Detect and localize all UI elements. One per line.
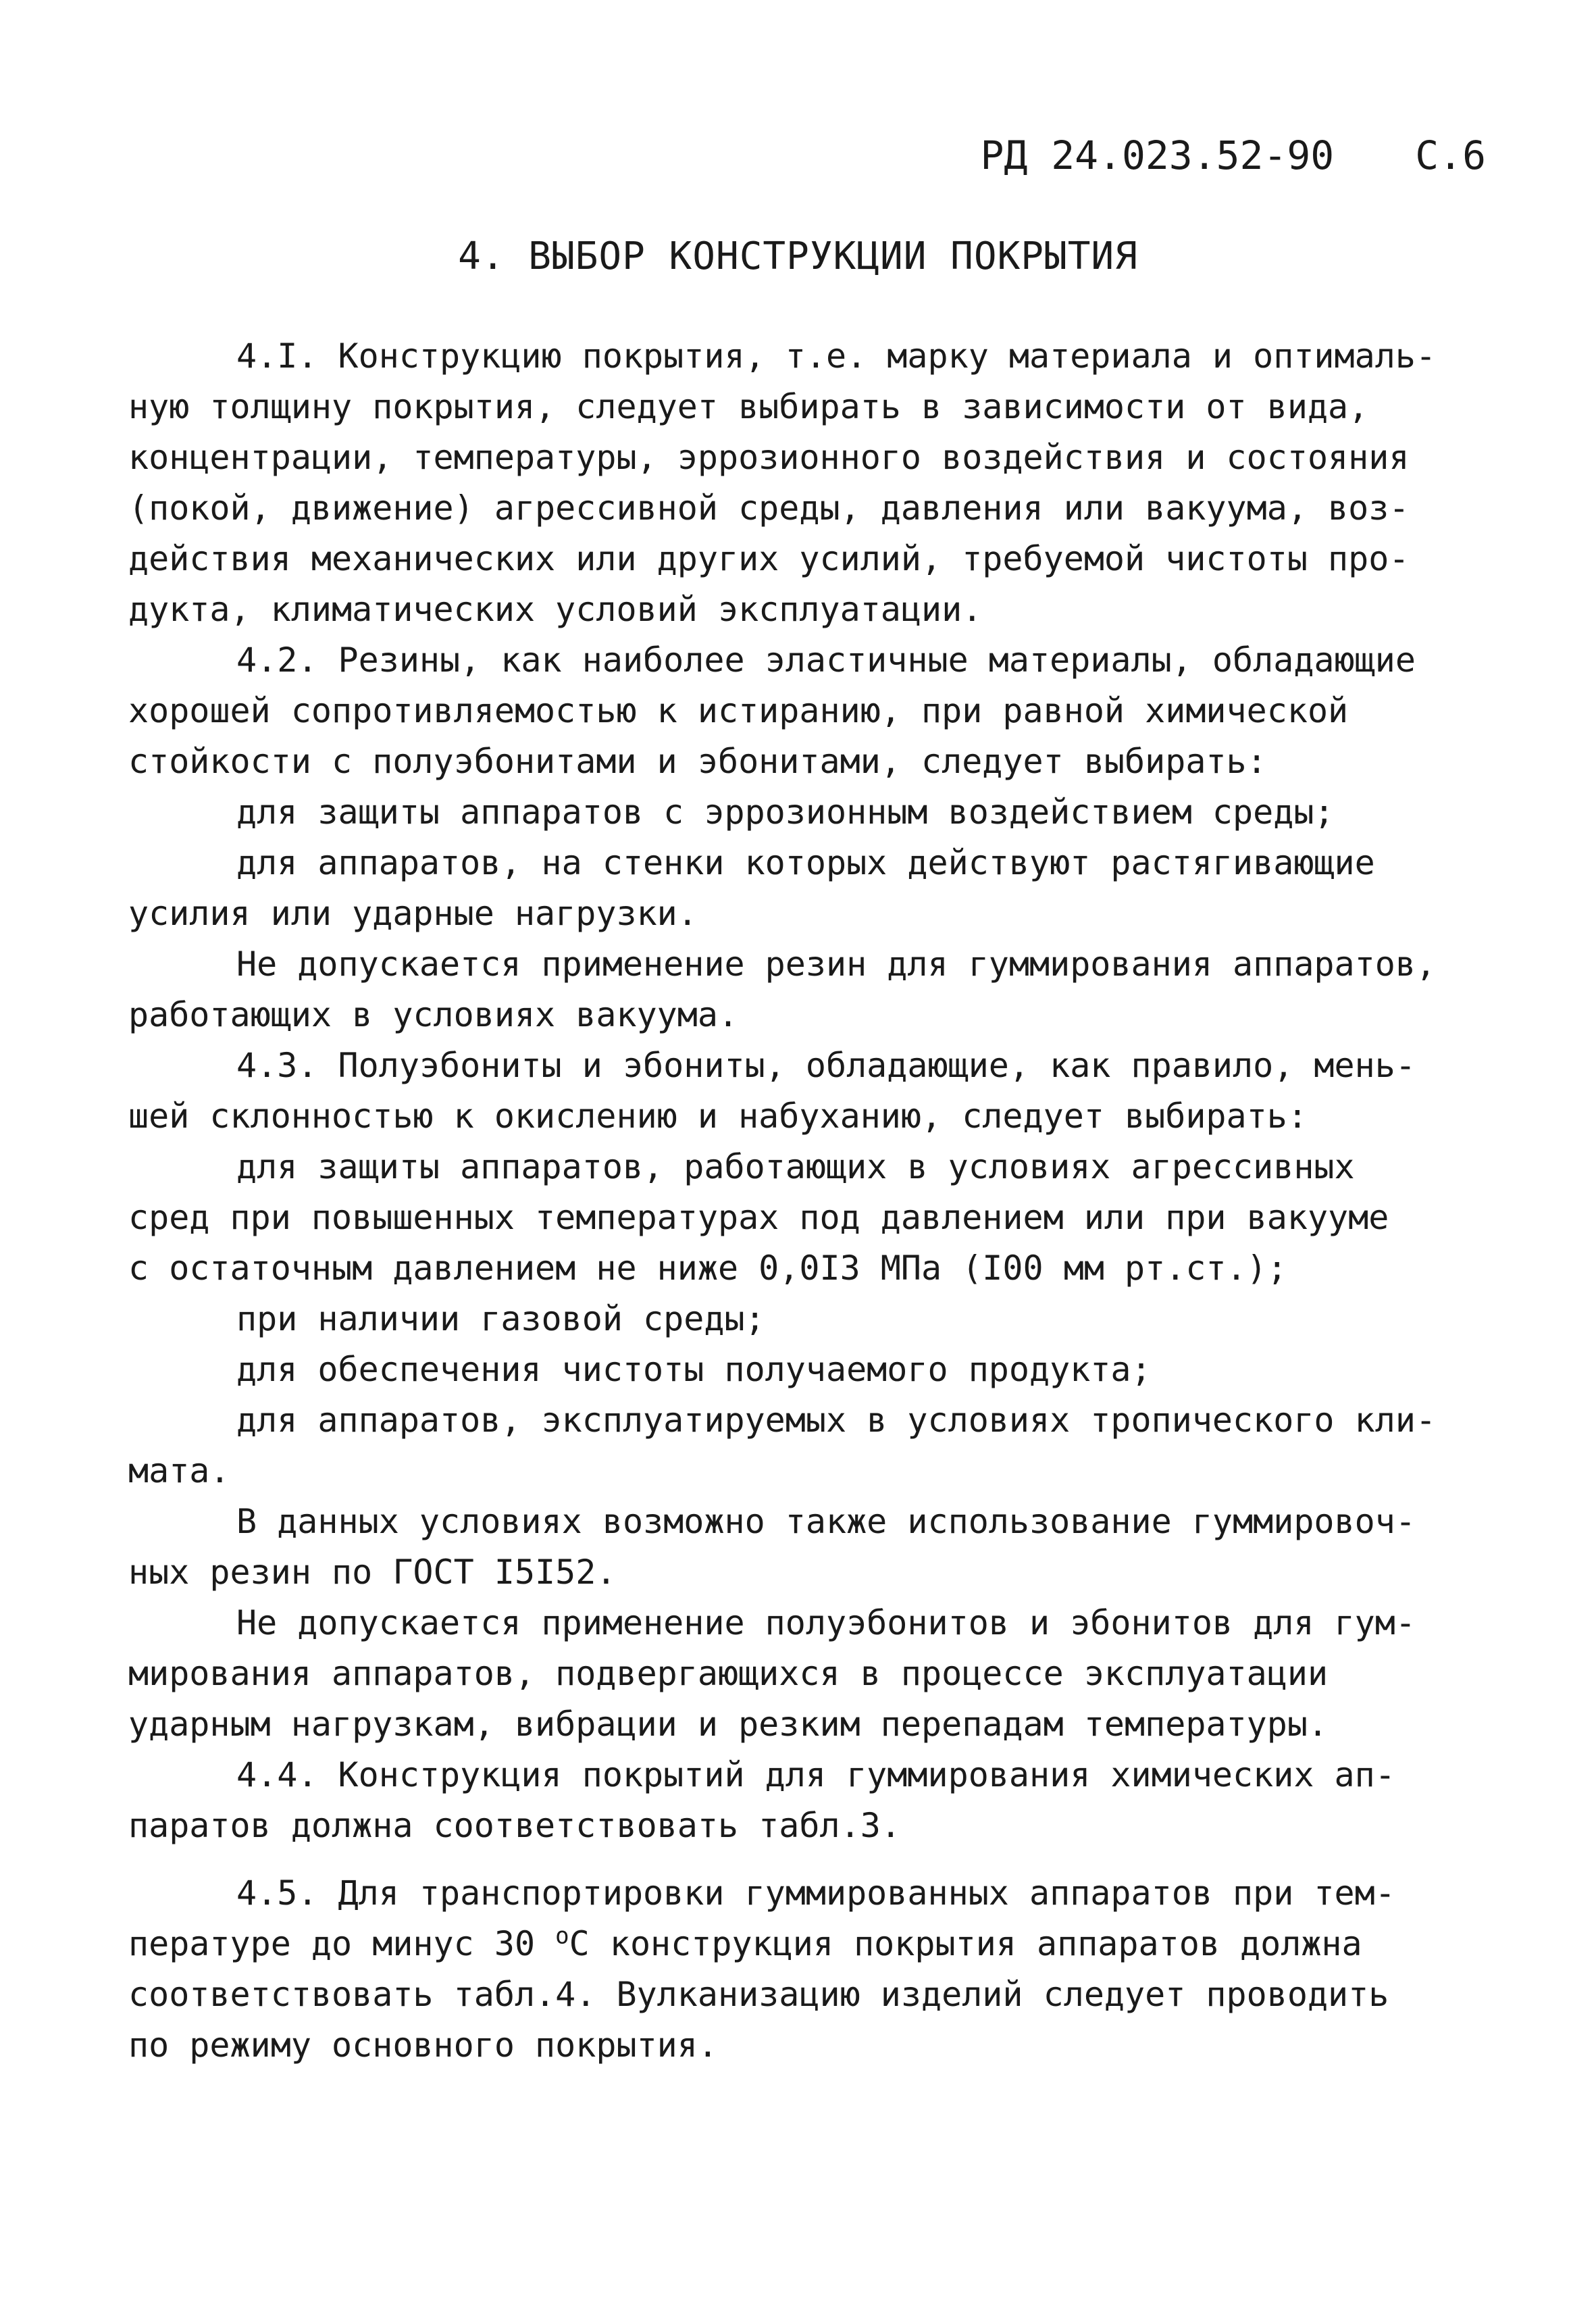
text-line: стойкости с полуэбонитами и эбонитами, следует выбирать: (128, 742, 1267, 781)
text-line: для аппаратов, на стенки которых действуют растягивающие (236, 843, 1375, 882)
text-fragment: пературе до минус 30 (128, 1924, 556, 1963)
text-line: (покой, движение) агрессивной среды, давления или вакуума, воз- (128, 488, 1410, 528)
section-title: 4. ВЫБОР КОНСТРУКЦИИ ПОКРЫТИЯ (458, 234, 1138, 278)
text-line: дукта, климатических условий эксплуатации. (128, 590, 983, 629)
text-line: концентрации, температуры, эррозионного воздействия и состояния (128, 438, 1410, 477)
text-line: паратов должна соответствовать табл.3. (128, 1806, 901, 1845)
text-line: ную толщину покрытия, следует выбирать в зависимости от вида, (128, 387, 1369, 426)
paragraph-4-3 (128, 1040, 1486, 1750)
text-line: работающих в условиях вакуума. (128, 995, 739, 1034)
text-line: соответствовать табл.4. Вулканизацию изделий следует проводить (128, 1975, 1389, 2014)
text-line: 4.3. Полуэбониты и эбониты, обладающие, как правило, мень- (236, 1046, 1416, 1085)
text-line: для обеспечения чистоты получаемого продукта; (236, 1350, 1152, 1389)
text-line: мирования аппаратов, подвергающихся в процессе эксплуатации (128, 1654, 1329, 1693)
text-line: для аппаратов, эксплуатируемых в условиях тропического кли- (236, 1401, 1437, 1440)
text-line: Не допускается применение полуэбонитов и эбонитов для гум- (236, 1603, 1416, 1642)
text-line: 4.2. Резины, как наиболее эластичные материалы, обладающие (236, 640, 1416, 680)
document-body (128, 331, 1486, 2071)
text-line: усилия или ударные нагрузки. (128, 894, 698, 933)
text-line (128, 1919, 1486, 1969)
text-line: ударным нагрузкам, вибрации и резким перепадам температуры. (128, 1705, 1329, 1744)
text-line: 4.I. Конструкцию покрытия, т.е. марку материала и оптималь- (236, 336, 1437, 376)
degree-mark: о (555, 1922, 569, 1950)
text-line: В данных условиях возможно также использование гуммировоч- (236, 1502, 1416, 1541)
document-code: РД 24.023.52-90 (980, 132, 1335, 178)
paragraph-4-2 (128, 635, 1486, 1040)
text-line: с остаточным давлением не ниже 0,0I3 МПа (I00 мм рт.ст.); (128, 1249, 1287, 1288)
text-line: мата. (128, 1451, 230, 1490)
text-line: действия механических или других усилий, требуемой чистоты про- (128, 539, 1410, 578)
text-line: для защиты аппаратов, работающих в условиях агрессивных (236, 1147, 1355, 1186)
text-line: 4.5. Для транспортировки гуммированных аппаратов при тем- (236, 1873, 1395, 1913)
text-line: хорошей сопротивляемостью к истиранию, при равной химической (128, 691, 1349, 730)
page-number: С.6 (1415, 132, 1486, 178)
paragraph-4-4 (128, 1750, 1486, 1851)
text-line: 4.4. Конструкция покрытий для гуммирования химических ап- (236, 1755, 1395, 1794)
text-line: ных резин по ГОСТ I5I52. (128, 1553, 617, 1592)
text-line: Не допускается применение резин для гуммирования аппаратов, (236, 945, 1437, 984)
text-line: для защиты аппаратов с эррозионным воздействием среды; (236, 793, 1335, 832)
text-line: сред при повышенных температурах под давлением или при вакууме (128, 1198, 1389, 1237)
page-header (0, 128, 1486, 182)
text-line: шей склонностью к окислению и набуханию, следует выбирать: (128, 1097, 1308, 1136)
text-fragment: С конструкция покрытия аппаратов должна (569, 1924, 1362, 1963)
paragraph-4-1 (128, 331, 1486, 635)
paragraph-4-5 (128, 1868, 1486, 2071)
text-line: по режиму основного покрытия. (128, 2026, 718, 2065)
text-line: при наличии газовой среды; (236, 1299, 765, 1338)
